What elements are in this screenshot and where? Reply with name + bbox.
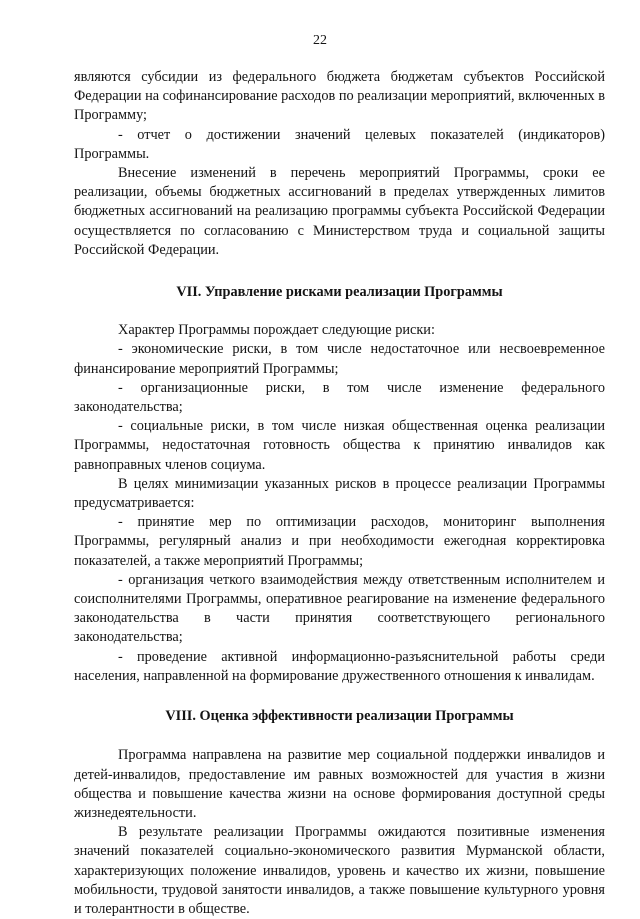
paragraph-bullet-cost-optimization: - принятие мер по оптимизации расходов, мониторинг выполнения Программы, регулярный анализ и при необходимости ежегодная корректировка показателей, а также мероприятий Программы; <box>74 514 605 569</box>
paragraph-bullet-interaction: - организация четкого взаимодействия между ответственным исполнителем и соисполнителями Программы, оперативное реагирование на изменение федерального законодательства в части принятия соответствующего регионального законодательства; <box>74 571 605 646</box>
page-content <box>74 68 605 919</box>
paragraph-bullet-economic-risks: - экономические риски, в том числе недостаточное или несвоевременное финансирование мероприятий Программы; <box>74 341 605 377</box>
section-heading-effectiveness: VIII. Оценка эффективности реализации Программы <box>165 708 514 725</box>
section-heading-risk-management: VII. Управление рисками реализации Программы <box>176 284 503 301</box>
paragraph-bullet-organizational-risks: - организационные риски, в том числе изменение федерального законодательства; <box>74 379 605 416</box>
paragraph-bullet-outreach: - проведение активной информационно-разъяснительной работы среди населения, направленной на формирование дружественного отношения к инвалидам. <box>74 648 605 684</box>
paragraph-expected-results: В результате реализации Программы ожидаются позитивные изменения значений показателей социально-экономического развития Мурманской области, характеризующих положение инвалидов, уровень и качество их жизни, повышение мобильности, трудовой занятости инвалидов, а также повышение культурного уровня и толерантности в обществе. <box>74 824 605 917</box>
paragraph-mitigation-intro: В целях минимизации указанных рисков в процессе реализации Программы предусматривается: <box>74 475 605 512</box>
paragraph-program-aim: Программа направлена на развитие мер социальной поддержки инвалидов и детей-инвалидов, предоставление им равных возможностей для участия в жизни общества и повышение качества жизни на основе формирования доступной среды жизнедеятельности. <box>74 747 605 821</box>
paragraph-bullet-report: - отчет о достижении значений целевых показателей (индикаторов) Программы. <box>74 126 605 162</box>
page-number: 22 <box>313 33 327 48</box>
paragraph-continuation: являются субсидии из федерального бюджета бюджетам субъектов Российской Федерации на софинансирование расходов по реализации мероприятий, включенных в Программу; <box>74 69 606 124</box>
paragraph-changes: Внесение изменений в перечень мероприятий Программы, сроки ее реализации, объемы бюджетных ассигнований в пределах утвержденных лимитов бюджетных ассигнований на реализацию программы субъекта Российской Федерации осуществляется по согласованию с Министерством труда и социальной защиты Российской Федерации. <box>74 165 605 258</box>
paragraph-bullet-social-risks: - социальные риски, в том числе низкая общественная оценка реализации Программы, недостаточная готовность общества к принятию инвалидов как равноправных членов социума. <box>74 418 605 473</box>
paragraph-risks-intro: Характер Программы порождает следующие риски: <box>118 322 435 339</box>
